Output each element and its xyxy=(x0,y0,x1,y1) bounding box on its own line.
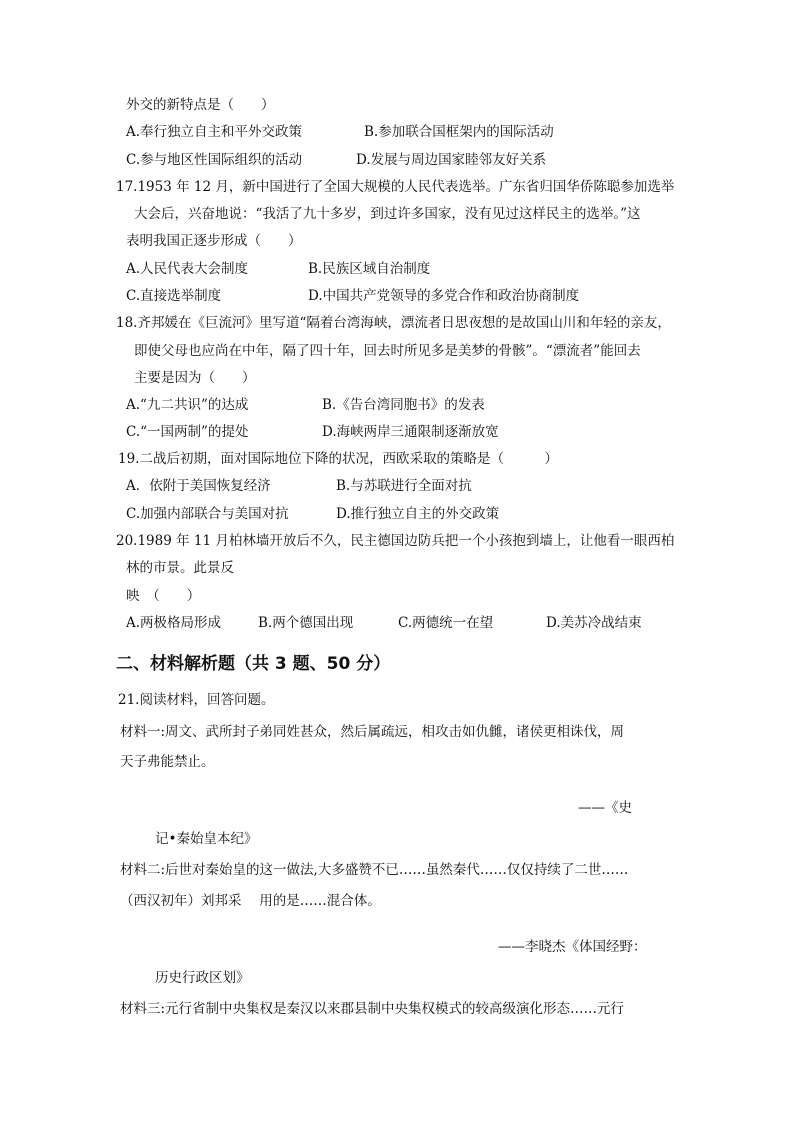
q18-stem-line1: 18.齐邦媛在《巨流河》里写道“隔着台湾海峡，漂流者日思夜想的是故国山川和年轻的亲友， xyxy=(116,315,671,331)
q17-stem-line3: 表明我国正逐步形成（ ） xyxy=(126,233,302,249)
q16-stem-continued: 外交的新特点是（ ） xyxy=(126,97,275,113)
section-heading: 二、材料解析题（共 3 题、50 分） xyxy=(116,654,391,674)
q19-option-d: D.推行独立自主的外交政策 xyxy=(336,506,500,522)
material-one-source-line2: 记•秦始皇本纪》 xyxy=(155,831,258,847)
q18-option-c: C.“一国两制”的提处 xyxy=(126,424,249,440)
q17-option-c: C.直接选举制度 xyxy=(126,288,222,304)
q20-option-a: A.两极格局形成 xyxy=(126,615,222,631)
q16-option-d: D.发展与周边国家睦邻友好关系 xyxy=(356,152,547,168)
material-two-line1: 材料二:后世对秦始皇的这一做法,大多盛赞不已……虽然秦代……仅仅持续了二世…… xyxy=(120,862,629,878)
material-one-source-line1: ——《史 xyxy=(578,800,632,816)
q19-option-c: C.加强内部联合与美国对抗 xyxy=(126,506,289,522)
q19-stem-line1: 19.二战后初期，面对国际地位下降的状况，西欧采取的策略是（ ） xyxy=(118,451,558,467)
q18-option-a: A.“九二共识”的达成 xyxy=(126,397,249,413)
q20-stem-line3: 映 （ ） xyxy=(126,588,201,604)
q19-option-a: A．依附于美国恢复经济 xyxy=(126,478,271,494)
q16-option-c: C.参与地区性国际组织的活动 xyxy=(126,152,303,168)
q18-option-d: D.海峡两岸三通限制逐渐放宽 xyxy=(322,424,499,440)
q16-option-a: A.奉行独立自主和平外交政策 xyxy=(126,124,303,140)
q20-option-c: C.两德统一在望 xyxy=(398,615,494,631)
q18-stem-line2: 即使父母也应尚在中年，隔了四十年，回去时所见多是美梦的骨骸”。“漂流者”能回去 xyxy=(134,343,641,359)
q16-option-b: B.参加联合国框架内的国际活动 xyxy=(364,124,554,140)
q20-stem-line2: 林的市景。此景反 xyxy=(126,560,234,576)
q17-option-d: D.中国共产党领导的多党合作和政治协商制度 xyxy=(308,288,580,304)
q17-stem-line1: 17.1953 年 12 月，新中国进行了全国大规模的人民代表选举。广东省归国华侨陈聪参加选举 xyxy=(116,179,675,195)
q17-stem-line2: 大会后，兴奋地说：“我活了九十多岁，到过许多国家，没有见过这样民主的选举。”这 xyxy=(134,206,641,222)
material-one-line2: 天子弗能禁止。 xyxy=(120,754,215,770)
q18-option-b: B.《告台湾同胞书》的发表 xyxy=(322,397,485,413)
material-one-line1: 材料一:周文、武所封子弟同姓甚众，然后属疏远，相攻击如仇雠，诸侯更相诛伐，周 xyxy=(120,724,625,740)
q20-option-b: B.两个德国出现 xyxy=(258,615,354,631)
q21-intro: 21.阅读材料，回答问题。 xyxy=(118,692,275,708)
material-two-source-line2: 历史行政区划》 xyxy=(155,970,250,986)
q17-option-a: A.人民代表大会制度 xyxy=(126,261,249,277)
q20-option-d: D.美苏冷战结束 xyxy=(546,615,642,631)
q18-stem-line3: 主要是因为（ ） xyxy=(134,370,256,386)
q20-stem-line1: 20.1989 年 11 月柏林墙开放后不久，民主德国边防兵把一个小孩抱到墙上，让他看一眼西柏 xyxy=(116,533,675,549)
material-three-line1: 材料三:元行省制中央集权是秦汉以来郡县制中央集权模式的较高级演化形态……元行 xyxy=(120,1001,625,1017)
material-two-source-line1: ——李晓杰《体国经野： xyxy=(498,939,647,955)
material-two-line2: （西汉初年）刘邦采 用的是……混合体。 xyxy=(120,893,381,909)
q17-option-b: B.民族区域自治制度 xyxy=(308,261,431,277)
q19-option-b: B.与苏联进行全面对抗 xyxy=(336,478,472,494)
